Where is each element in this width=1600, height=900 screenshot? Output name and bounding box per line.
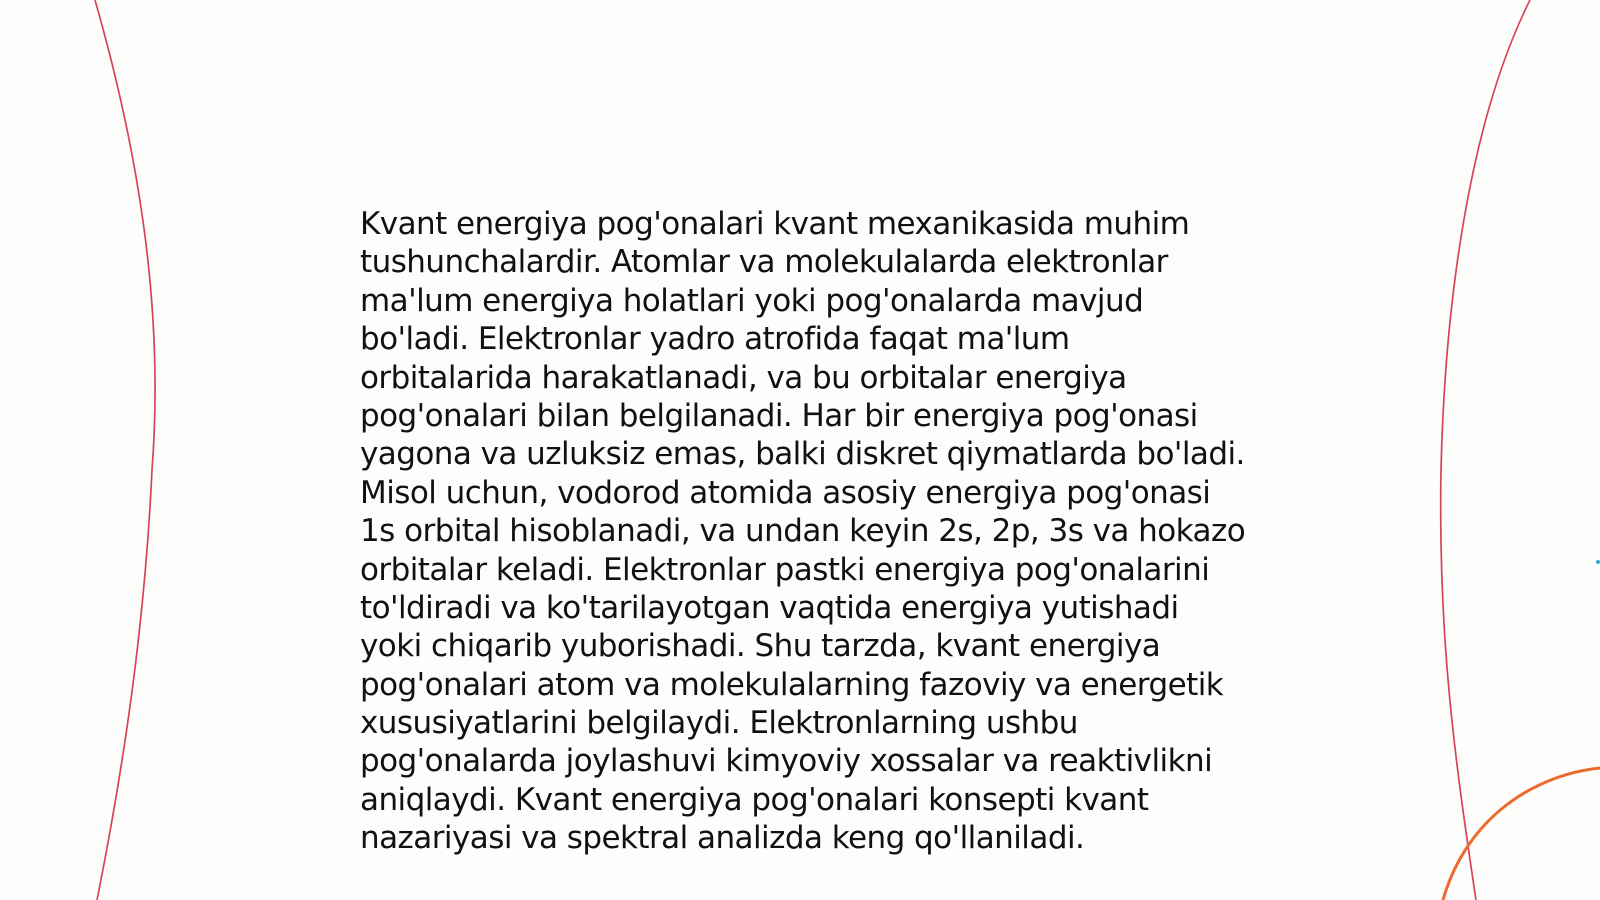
body-text-line: pog'onalari bilan belgilanadi. Har bir energiya pog'onasi [360,397,1198,434]
body-text [360,205,1260,858]
body-text-line: yoki chiqarib yuborishadi. Shu tarzda, kvant energiya [360,628,1161,665]
body-text-line: tushunchalardir. Atomlar va molekulalarda elektronlar [360,244,1168,281]
body-text-line: yagona va uzluksiz emas, balki diskret qiymatlarda bo'ladi. [360,436,1245,473]
body-text-line: Misol uchun, vodorod atomida asosiy energiya pog'onasi [360,474,1211,511]
body-text-line: orbitalarida harakatlanadi, va bu orbitalar energiya [360,359,1127,396]
right-edge-accent-dot [1596,560,1600,564]
body-text-line: Kvant energiya pog'onalari kvant mexanikasida muhim [360,206,1190,242]
body-text-line: pog'onalari atom va molekulalarning fazoviy va energetik [360,666,1224,703]
right-thin-arc [1441,0,1530,900]
left-thin-arc [95,0,155,900]
body-text-line: nazariyasi va spektral analizda keng qo'llaniladi. [360,820,1085,857]
body-text-line: ma'lum energiya holatlari yoki pog'onalarda mavjud [360,282,1144,319]
body-text-line: orbitalar keladi. Elektronlar pastki energiya pog'onalarini [360,551,1210,588]
body-text-line: bo'ladi. Elektronlar yadro atrofida faqat ma'lum [360,321,1070,358]
body-text-line: pog'onalarda joylashuvi kimyoviy xossalar va reaktivlikni [360,743,1213,780]
body-text-line: aniqlaydi. Kvant energiya pog'onalari konsepti kvant [360,781,1149,818]
body-text-line: xususiyatlarini belgilaydi. Elektronlarning ushbu [360,705,1078,742]
body-text-line: 1s orbital hisoblanadi, va undan keyin 2s, 2p, 3s va hokazo [360,513,1246,550]
body-text-line: to'ldiradi va ko'tarilayotgan vaqtida energiya yutishadi [360,589,1179,626]
